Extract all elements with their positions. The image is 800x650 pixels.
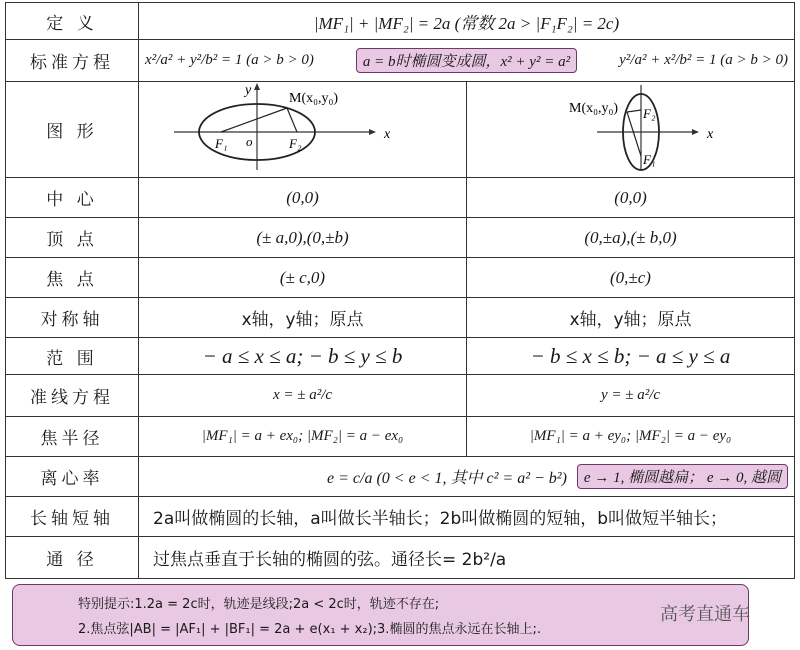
row-standard-equation — [6, 40, 795, 82]
center-left: (0,0) — [139, 178, 467, 218]
origin-label: o — [246, 134, 253, 149]
label-graph: 图 形 — [6, 82, 139, 178]
radius-mf1 — [221, 108, 287, 132]
row-range — [6, 338, 795, 375]
axes-content: 2a叫做椭圆的长轴，a叫做长半轴长；2b叫做椭圆的短轴，b叫做短半轴长； — [139, 497, 795, 537]
row-directrix — [6, 375, 795, 417]
standard-equation-left: x²/a² + y²/b² = 1 (a > b > 0) — [145, 52, 314, 68]
tip-line-1: 特别提示:1.2a = 2c时，轨迹是线段;2a < 2c时，轨迹不存在; — [78, 597, 440, 612]
vertical-ellipse-graph — [467, 82, 795, 172]
label-definition: 定 义 — [6, 3, 139, 40]
row-graph — [6, 82, 795, 178]
point-m-label: M(x₀,y₀) — [289, 91, 339, 106]
radius-mf1-v — [627, 112, 641, 156]
row-axes — [6, 497, 795, 537]
x-axis-arrow — [369, 129, 376, 135]
radius-mf2-v — [627, 110, 641, 112]
point-m-label-2: M(x₀,y₀) — [569, 101, 619, 116]
ellipse-properties-table — [5, 2, 795, 579]
x-axis-arrow-2 — [692, 129, 699, 135]
range-left: − a ≤ x ≤ a; − b ≤ y ≤ b — [139, 338, 467, 375]
f2-label: F₂ — [289, 136, 302, 151]
range-right: − b ≤ x ≤ b; − a ≤ y ≤ a — [467, 338, 795, 375]
label-focus: 焦 点 — [6, 258, 139, 298]
special-tip-box — [12, 584, 749, 646]
label-range: 范 围 — [6, 338, 139, 375]
label-vertex: 顶 点 — [6, 218, 139, 258]
focal-radius-left: |MF₁| = a + ex₀; |MF₂| = a − ex₀ — [139, 417, 467, 457]
y-axis-label: y — [245, 83, 252, 98]
row-center — [6, 178, 795, 218]
row-definition — [6, 3, 795, 40]
circle-note: a = b时椭圆变成圆，x² + y² = a² — [356, 48, 577, 73]
label-latus-rectum: 通 径 — [6, 537, 139, 579]
f1-label-v: F₁ — [643, 152, 656, 167]
tip-line-2: 2.焦点弦|AB| = |AF₁| + |BF₁| = 2a + e(x₁ + x₂);3.椭圆的焦点永远在长轴上;. — [78, 622, 541, 637]
focal-radius-right: |MF₁| = a + ey₀; |MF₂| = a − ey₀ — [467, 417, 795, 457]
row-focus — [6, 258, 795, 298]
standard-equation-right: y²/a² + x²/b² = 1 (a > b > 0) — [619, 52, 788, 68]
f2-label-v: F₂ — [643, 106, 656, 121]
graph-horizontal-cell — [139, 82, 467, 178]
x-axis-label: x — [384, 127, 391, 142]
label-focal-radius: 焦半径 — [6, 417, 139, 457]
f1-label: F₁ — [215, 136, 228, 151]
vertex-right: (0,±a),(± b,0) — [467, 218, 795, 258]
graph-vertical-cell — [467, 82, 795, 178]
row-eccentricity — [6, 457, 795, 497]
eccentricity-content: e = c/a (0 < e < 1, 其中 c² = a² − b²) — [327, 470, 567, 487]
row-vertex — [6, 218, 795, 258]
row-focal-radius — [6, 417, 795, 457]
latus-rectum-content: 过焦点垂直于长轴的椭圆的弦。通径长= 2b²/a — [139, 537, 795, 579]
standard-equation-cell — [139, 40, 795, 82]
x-axis-label-2: x — [707, 127, 714, 142]
label-symmetry: 对称轴 — [6, 298, 139, 338]
eccentricity-cell — [139, 457, 795, 497]
horizontal-ellipse-graph — [139, 82, 437, 172]
label-standard-equation: 标准方程 — [6, 40, 139, 82]
y-axis-arrow — [254, 83, 260, 90]
directrix-left: x = ± a²/c — [139, 375, 467, 417]
definition-content: |MF₁| + |MF₂| = 2a (常数 2a > |F₁F₂| = 2c) — [139, 3, 795, 40]
eccentricity-note: e → 1, 椭圆越扁； e → 0, 越圆 — [577, 464, 788, 489]
vertex-left: (± a,0),(0,±b) — [139, 218, 467, 258]
label-eccentricity: 离心率 — [6, 457, 139, 497]
label-axes: 长轴短轴 — [6, 497, 139, 537]
directrix-right: y = ± a²/c — [467, 375, 795, 417]
row-symmetry — [6, 298, 795, 338]
label-center: 中 心 — [6, 178, 139, 218]
focus-left: (± c,0) — [139, 258, 467, 298]
focus-right: (0,±c) — [467, 258, 795, 298]
symmetry-right: x轴，y轴；原点 — [467, 298, 795, 338]
symmetry-left: x轴，y轴；原点 — [139, 298, 467, 338]
watermark: 高考直通车 — [660, 604, 750, 625]
row-latus-rectum — [6, 537, 795, 579]
center-right: (0,0) — [467, 178, 795, 218]
label-directrix: 准线方程 — [6, 375, 139, 417]
